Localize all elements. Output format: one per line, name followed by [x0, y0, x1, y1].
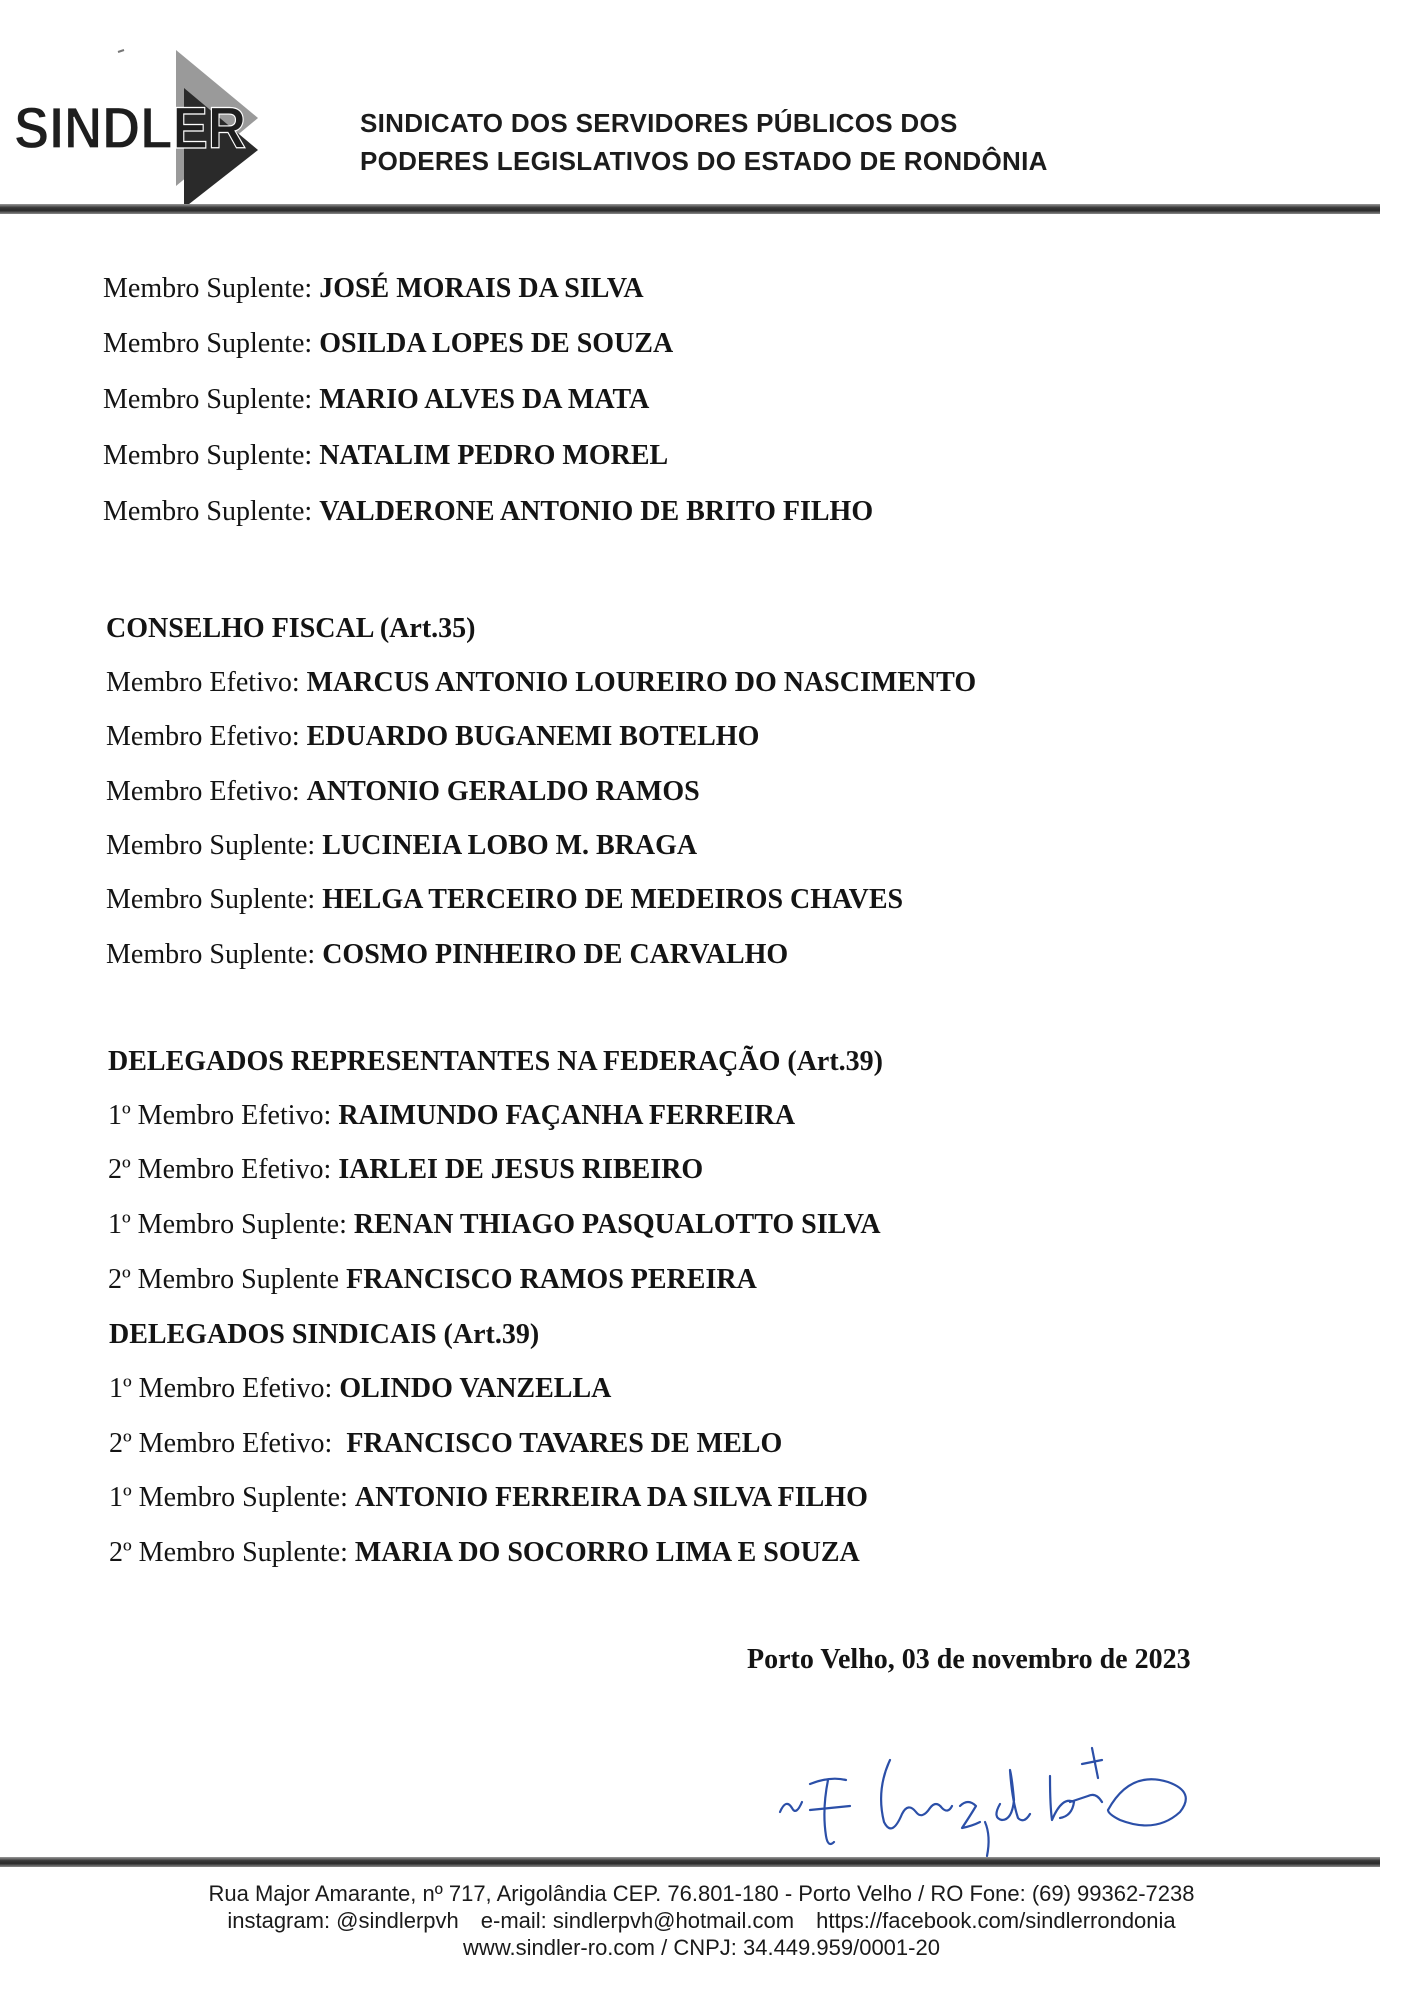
- member-line: [103, 439, 668, 473]
- member-role: Membro Efetivo:: [106, 667, 307, 698]
- member-name: VALDERONE ANTONIO DE BRITO FILHO: [319, 496, 874, 527]
- member-name: LUCINEIA LOBO M. BRAGA: [322, 830, 698, 861]
- member-line: [109, 1536, 860, 1570]
- member-name: MARIO ALVES DA MATA: [319, 384, 650, 415]
- footer-instagram[interactable]: instagram: @sindlerpvh: [227, 1908, 459, 1933]
- member-name: JOSÉ MORAIS DA SILVA: [319, 273, 644, 304]
- signature-stroke-5: [960, 1802, 980, 1828]
- member-name: OLINDO VANZELLA: [339, 1373, 612, 1404]
- signature-stroke-6: [985, 1822, 989, 1856]
- signature-stroke-7: [996, 1770, 1030, 1820]
- signature-stroke-4: [881, 1760, 952, 1828]
- header-divider: [0, 204, 1380, 214]
- member-name: RAIMUNDO FAÇANHA FERREIRA: [338, 1100, 796, 1131]
- member-line: [109, 1427, 782, 1461]
- member-role: 2º Membro Suplente:: [109, 1537, 355, 1568]
- date-line: Porto Velho, 03 de novembro de 2023: [747, 1644, 1191, 1675]
- section-title-delegados-federacao: DELEGADOS REPRESENTANTES NA FEDERAÇÃO (Art.39): [108, 1046, 884, 1077]
- member-line: [103, 327, 673, 361]
- footer-contacts: [0, 1907, 1403, 1934]
- member-role: Membro Suplente:: [106, 830, 323, 861]
- member-role: Membro Suplente:: [103, 440, 320, 471]
- sindler-logo: [8, 40, 268, 210]
- member-name: HELGA TERCEIRO DE MEDEIROS CHAVES: [322, 884, 904, 915]
- member-name: COSMO PINHEIRO DE CARVALHO: [322, 939, 789, 970]
- signature-stroke-3: [810, 1806, 850, 1810]
- member-name: ANTONIO FERREIRA DA SILVA FILHO: [354, 1482, 868, 1513]
- member-role: 1º Membro Efetivo:: [109, 1373, 340, 1404]
- signature-stroke-10: [1108, 1779, 1186, 1825]
- member-name: MARCUS ANTONIO LOUREIRO DO NASCIMENTO: [306, 667, 977, 698]
- member-name: IARLEI DE JESUS RIBEIRO: [338, 1154, 704, 1185]
- member-name: MARIA DO SOCORRO LIMA E SOUZA: [354, 1537, 860, 1568]
- logo-text: SINDLER: [14, 96, 246, 161]
- member-line: [106, 883, 903, 917]
- letterhead: [0, 0, 1403, 222]
- member-line: [103, 383, 649, 417]
- member-role: Membro Efetivo:: [106, 776, 307, 807]
- member-name: RENAN THIAGO PASQUALOTTO SILVA: [353, 1209, 881, 1240]
- member-role: 2º Membro Efetivo:: [109, 1428, 347, 1459]
- handwritten-signature: [770, 1740, 1250, 1860]
- member-line: [106, 775, 700, 809]
- member-line: [109, 1481, 868, 1515]
- footer-email[interactable]: e-mail: sindlerpvh@hotmail.com: [480, 1908, 795, 1933]
- member-line: [108, 1208, 881, 1242]
- footer-address: Rua Major Amarante, nº 717, Arigolândia CEP. 76.801-180 - Porto Velho / RO Fone: (69) 99362-7238: [208, 1881, 1195, 1906]
- member-name: FRANCISCO RAMOS PEREIRA: [346, 1264, 757, 1295]
- section-title-conselho-fiscal: CONSELHO FISCAL (Art.35): [106, 613, 476, 644]
- member-line: [109, 1372, 611, 1406]
- member-role: Membro Suplente:: [103, 384, 320, 415]
- member-line: [106, 720, 759, 754]
- logo-tick: [118, 50, 124, 52]
- footer: [0, 1880, 1403, 1961]
- member-line: [106, 829, 697, 863]
- signature-stroke-2: [810, 1779, 846, 1844]
- footer-facebook[interactable]: https://facebook.com/sindlerrondonia: [816, 1908, 1176, 1933]
- organization-name: [360, 104, 1048, 180]
- member-line: [108, 1263, 757, 1297]
- member-role: 1º Membro Efetivo:: [108, 1100, 339, 1131]
- member-name: EDUARDO BUGANEMI BOTELHO: [306, 721, 760, 752]
- footer-divider: [0, 1857, 1380, 1867]
- member-role: Membro Suplente:: [103, 496, 320, 527]
- organization-name-line-1: SINDICATO DOS SERVIDORES PÚBLICOS DOS: [360, 108, 958, 138]
- member-name: NATALIM PEDRO MOREL: [319, 440, 669, 471]
- member-role: 1º Membro Suplente:: [109, 1482, 355, 1513]
- member-line: [106, 938, 788, 972]
- member-role: Membro Suplente:: [103, 273, 320, 304]
- signature-stroke-1: [780, 1802, 802, 1812]
- member-line: [108, 1099, 795, 1133]
- member-line: [106, 666, 976, 700]
- signature-stroke-8: [1050, 1776, 1102, 1820]
- signature-stroke-9: [1082, 1748, 1102, 1778]
- section-title-delegados-sindicais: DELEGADOS SINDICAIS (Art.39): [109, 1319, 540, 1350]
- member-line: [103, 495, 873, 529]
- member-role: Membro Suplente:: [106, 884, 323, 915]
- member-role: Membro Suplente:: [106, 939, 323, 970]
- member-name: FRANCISCO TAVARES DE MELO: [346, 1428, 783, 1459]
- organization-name-line-2: PODERES LEGISLATIVOS DO ESTADO DE RONDÔNIA: [360, 146, 1048, 176]
- member-role: 2º Membro Suplente: [108, 1264, 347, 1295]
- member-line: [103, 272, 644, 306]
- footer-site-cnpj: www.sindler-ro.com / CNPJ: 34.449.959/0001-20: [463, 1935, 940, 1960]
- member-role: Membro Efetivo:: [106, 721, 307, 752]
- member-role: Membro Suplente:: [103, 328, 320, 359]
- member-role: 2º Membro Efetivo:: [108, 1154, 339, 1185]
- member-line: [108, 1153, 703, 1187]
- member-name: ANTONIO GERALDO RAMOS: [306, 776, 700, 807]
- member-name: OSILDA LOPES DE SOUZA: [319, 328, 674, 359]
- member-role: 1º Membro Suplente:: [108, 1209, 354, 1240]
